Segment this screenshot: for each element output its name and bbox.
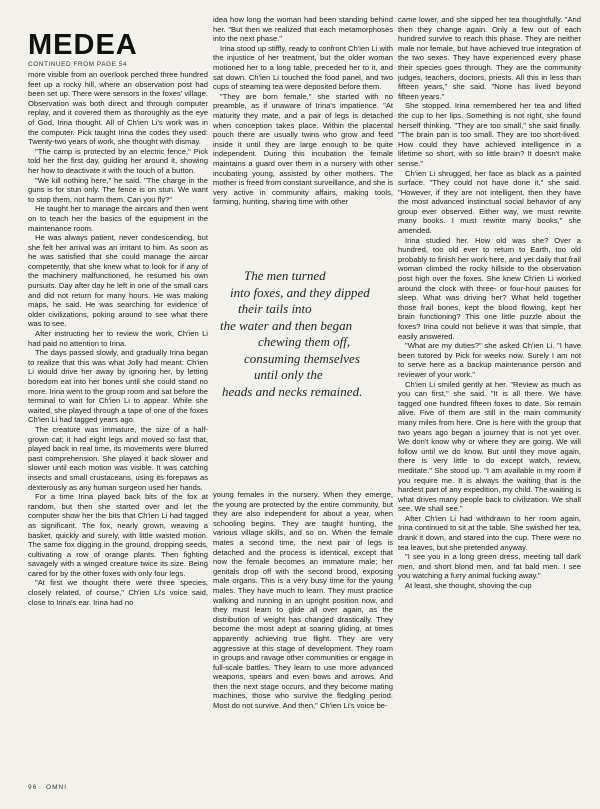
paragraph: more visible from an overlook perched three hundred feet up a rocky hill, where an observation post had been set up. There were sensors in the foxes' village. Observation was both direct and through computer replay, and it covered them as thoroughly as the eye of God, Irina thought. All of Ch'ien Li's work was in the computer. Pick taught Irina the codes they used: Twenty-two years of work, she thought with dismay. (28, 70, 208, 147)
page-number: 96 (28, 784, 38, 791)
pull-quote-line: chewing them off, (258, 334, 351, 349)
pull-quote (214, 268, 400, 478)
pull-quote-line: consuming themselves (244, 350, 360, 366)
paragraph: "What are my duties?" she asked Ch'ien Li. "I have been tutored by Pick for weeks now. Surely I am not to serve here as a backup maintenance person and reviewer of your work." (398, 341, 581, 379)
pull-quote-line: until only the (254, 367, 323, 382)
paragraph: He was always patient, never condescending, but she felt her arrival was an irritant to him. As soon as he was satisfied that she could manage the aircar competently, that she knew what to look for if any of the machinery malfunctioned, he resumed his own pursuits. Day after day he left in one of the small cars and did not return for many hours. He was making maps, he said. He was searching for evidence of older civilizations, poking around to see what there was to see. (28, 233, 208, 329)
paragraph: Ch'ien Li shrugged, her face as black as a painted surface. "They could not have done it," she said. "However, if they are not intelligent, then they have the most advanced instinctual social behavior of any group ever observed. Either way, we must rewrite many books. I must rewrite many books," she amended. (398, 168, 581, 236)
continued-note: CONTINUED FROM PAGE 54 (28, 61, 128, 68)
column-3 (398, 15, 581, 780)
paragraph: She stopped. Irina remembered her tea and lifted the cup to her lips. Something is not right, she found herself thinking. "They are too small," she said finally. "The brain pan is too small. They are too short-lived. How could they have achieved intelligence in a lifetime so short, with so little brain? It doesn't make sense." (398, 101, 581, 168)
paragraph: "I see you in a long green dress, meeting tall dark men, and short blond men, and fat bald men. I see you watching a furry animal fucking away." (398, 552, 581, 581)
paragraph: came lower, and she sipped her tea thoughtfully. "And then they change again. Only a few out of each hundred survive to reach this phase. They are neither male nor female, but have achieved true integration of the two sexes. They have experienced every phase their species goes through. They are the community judges, teachers, doctors, priests. All this in less than fifteen years," she said. "None has lived beyond fifteen years." (398, 15, 581, 101)
magazine-name: OMNI (46, 784, 68, 791)
column-2-bottom (213, 490, 393, 780)
paragraph: young females in the nursery. When they emerge, the young are protected by the entire community, but they are also independent for about a year, when schooling begins. They are taught hunting, the various village skills, and so on. When the female mates a second time, the next pair of legs is detached and the process is identical, except that now the female becomes an immature male; her genitals drop off with the second brood, exposing male organs. This is a very busy time for the young males. They have much to learn. They must practice walking and running in an upright position now, and they must learn to glide all over again, as the distribution of weight has changed drastically. They become the most adept at soaring gliding, at times apparently achieving true flight. They are very aggressive at this stage of development. They roam in groups and ravage other communities or engage in full-scale battles. They learn to use more advanced weapons, spears and even bows and arrows. And then the next stage occurs, and they become mating machines, those who survive the fledgling period. Most do not survive. And then," Ch'ien Li's voice be- (213, 490, 393, 711)
paragraph: idea how long the woman had been standing behind her. "But then we realized that each metamorphoses into the next phase." (213, 15, 393, 44)
paragraph: For a time Irina played back bits of the fox at random, but then she started over and let the computer show her the bits that Ch'ien Li had tagged as significant. The fox, nearly grown, weaving a basket, quickly and surely, with little wasted motion. The same fox digging in the ground, dropping seeds, cultivating a row of orange plants. Then fighting savagely with a winged creature twice its size. Being cared for by the other foxes with only four legs. (28, 492, 208, 578)
paragraph: Ch'ien Li smiled gently at her. "Review as much as you can first," she said. "It is all there. We have tagged one hundred fifteen foxes to date. Six remain alive. Five of them are still in the main community many miles from here. One is here with the group that two years ago began a journey that is not yet over. We don't know why or where they are going. We will follow until we do know. But until they move again, there is very little to do except watch, review, meditate." She stood up. "I am available in my room if you require me. It is always the waiting that is the hardest part of any expedition, my child. The waiting is what drives many people back to civilization. We shall see. We shall see." (398, 379, 581, 514)
pull-quote-line: into foxes, and they dipped (230, 284, 370, 300)
paragraph: He taught her to manage the aircars and then went on to teach her the basics of the equipment in the maintenance room. (28, 204, 208, 233)
paragraph: "At first we thought there were three species, closely related, of course," Ch'ien Li's voice said, close to Irina's ear. Irina had no (28, 578, 208, 607)
paragraph: "The camp is protected by an electric fence," Pick told her the first day, guiding her around it, showing her how to deactivate it with the touch of a button. (28, 146, 208, 175)
paragraph: After instructing her to review the work, Ch'ien Li had paid no attention to Irina. (28, 329, 208, 348)
paragraph: Irina studied her. How old was she? Over a hundred, too old ever to return to Earth, too old probably to finish her work here, and yet daily that frail woman climbed the rocky hillside to the observation post high over the foxes. She knew Ch'ien Li worked around the clock with three- or four-hour pauses for sleep. What was driving her? What held together those frail bones, kept the blood flowing, kept her brain functioning? This one little puzzle about the foxes? Irina could not believe it was that simple, that easily answered. (398, 235, 581, 341)
paragraph: Irina stood up stiffly, ready to confront Ch'ien Li with the injustice of her treatment, but the older woman motioned her to a long table, preceded her to it, and sat down. Ch'ien Li touched the food panel, and two cups of steaming tea were deposited before them. (213, 43, 393, 92)
paragraph: "We kill nothing here," he said. "The charge in the guns is for stun only. The fence is on stun. We want to stop them, not harm them. Can you fly?" (28, 175, 208, 204)
pull-quote-line: their tails into (238, 301, 312, 316)
story-title: MEDEA (28, 29, 138, 61)
paragraph: At least, she thought, shoving the cup (405, 581, 532, 591)
paragraph: The creature was immature, the size of a half-grown cat; it had eight legs and moved so fast that, played back in real time, its movements were blurred past comprehension. She played it back slower and slower until each motion was visible. It was catching insects and small crustaceans, using its forepaws as dexterously as any human surgeon used her hands. (28, 424, 208, 492)
pull-quote-line: The men turned (244, 268, 326, 283)
pull-quote-line: the water and then began (220, 317, 353, 333)
paragraph: The days passed slowly, and gradually Irina began to realize that this was what Jolly had meant: Ch'ien Li would drive her away by ignoring her, by letting boredom eat into her bones until she could stand no more. Irina went to the group room and sat before the terminal to wait for Ch'ien Li to appear. While she waited, she played through a tape of one of the foxes Ch'ien Li had tagged years ago. (28, 348, 208, 425)
masthead (28, 30, 138, 68)
pull-quote-line: heads and necks remained. (222, 383, 363, 399)
column-1 (28, 70, 208, 765)
paragraph: "They are born female," she started with no preamble, as if unaware of Irina's impatience. "At maturity they mate, and a pair of legs is detached when conception takes place. Within the placental pouch there are usually twins who grow and feed inside it until they are large enough to be quite independent. During this incubation the female maintains a guard over them in a nursery with other incubating young, assisted by other mothers. The mother is freed from constant surveillance, and she is very active in community affairs, making tools, farming, hunting, sharing time with other (213, 91, 393, 207)
page-footer (28, 784, 73, 791)
column-2-top (213, 15, 393, 250)
paragraph: After Ch'ien Li had withdrawn to her room again, Irina continued to sit at the table. She swished her tea, drank it down, and stared into the cup. There were no tea leaves, but she pretended anyway. (398, 513, 581, 552)
